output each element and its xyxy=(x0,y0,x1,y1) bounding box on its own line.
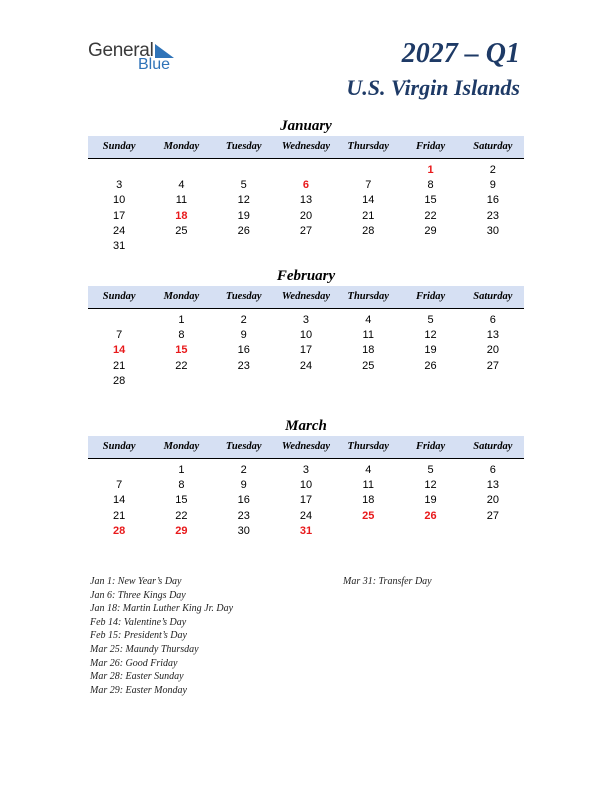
month-name: March xyxy=(285,418,327,434)
week-row xyxy=(88,224,524,239)
day-cell xyxy=(213,163,275,178)
weekday-label: Wednesday xyxy=(281,441,331,452)
day-cell: 22 xyxy=(424,209,437,222)
weekday-label: Friday xyxy=(415,441,446,452)
day-cell: 18 xyxy=(362,344,375,357)
day-cell: 30 xyxy=(486,224,499,237)
day-cell: 21 xyxy=(113,359,126,372)
weekday-label: Monday xyxy=(163,441,200,452)
day-cell: 13 xyxy=(486,329,499,342)
weeks xyxy=(88,463,524,539)
weekday-label: Monday xyxy=(163,141,200,152)
week-row xyxy=(88,359,524,374)
day-cell: 8 xyxy=(178,329,185,342)
day-cell: 20 xyxy=(299,209,313,222)
day-cell: 1 xyxy=(178,314,185,326)
day-cell: 30 xyxy=(237,524,250,537)
day-cell: 8 xyxy=(427,179,434,192)
day-cell: 24 xyxy=(299,509,313,522)
day-cell xyxy=(275,163,337,178)
day-cell: 11 xyxy=(362,329,374,342)
weekday-label: Friday xyxy=(415,141,446,152)
holiday-day-cell: 1 xyxy=(427,164,434,176)
week-row xyxy=(88,178,524,193)
day-cell: 7 xyxy=(116,329,123,342)
week-row xyxy=(88,509,524,524)
day-cell: 4 xyxy=(365,314,372,326)
weekday-label: Sunday xyxy=(102,441,136,452)
day-cell: 15 xyxy=(175,494,188,507)
holiday-note: Mar 28: Easter Sunday xyxy=(90,671,184,683)
day-cell: 13 xyxy=(486,479,499,492)
day-cell: 16 xyxy=(486,194,499,207)
month-name: February xyxy=(276,268,336,284)
day-cell: 27 xyxy=(486,509,499,522)
day-cell xyxy=(337,524,399,539)
day-cell: 6 xyxy=(489,314,496,326)
day-cell xyxy=(213,239,275,254)
weekday-label: Wednesday xyxy=(281,291,331,302)
day-cell: 18 xyxy=(362,494,375,507)
day-cell: 28 xyxy=(113,374,126,387)
day-cell: 11 xyxy=(362,479,374,492)
day-cell xyxy=(150,239,212,254)
weekday-label: Thursday xyxy=(347,141,389,152)
day-cell: 24 xyxy=(299,359,313,372)
holiday-note: Mar 31: Transfer Day xyxy=(343,576,432,587)
weekday-label: Thursday xyxy=(347,291,389,302)
week-row xyxy=(88,343,524,358)
holiday-day-cell: 28 xyxy=(113,524,126,537)
day-cell: 2 xyxy=(240,314,247,326)
region-title: U.S. Virgin Islands xyxy=(346,75,520,100)
logo-general-text: General xyxy=(88,40,154,61)
day-cell xyxy=(150,163,212,178)
day-cell xyxy=(337,239,399,254)
holiday-note: Mar 25: Maundy Thursday xyxy=(90,643,199,655)
week-row xyxy=(88,374,524,389)
day-cell xyxy=(337,374,399,389)
day-cell: 26 xyxy=(237,224,250,237)
day-cell: 17 xyxy=(299,344,313,357)
logo-blue-text: Blue xyxy=(138,56,171,73)
day-cell xyxy=(275,374,337,389)
weekday-label: Saturday xyxy=(473,141,513,152)
day-cell: 17 xyxy=(113,209,126,222)
day-cell: 27 xyxy=(486,359,499,372)
day-cell: 10 xyxy=(299,329,313,342)
weekday-label: Tuesday xyxy=(225,441,262,452)
day-cell: 10 xyxy=(113,194,126,207)
weekday-label: Friday xyxy=(415,291,446,302)
day-cell: 2 xyxy=(489,164,496,176)
weekday-label: Tuesday xyxy=(225,141,262,152)
day-cell: 23 xyxy=(237,359,250,372)
weeks xyxy=(88,313,524,389)
day-cell: 12 xyxy=(424,479,437,492)
week-row xyxy=(88,493,524,508)
holiday-note: Jan 6: Three Kings Day xyxy=(90,589,186,601)
day-cell xyxy=(399,374,461,389)
logo xyxy=(88,40,188,76)
month-name: January xyxy=(280,118,332,134)
day-cell: 19 xyxy=(237,209,250,222)
day-cell: 19 xyxy=(424,494,437,507)
day-cell: 5 xyxy=(240,179,247,192)
holiday-day-cell: 31 xyxy=(299,524,313,537)
day-cell xyxy=(88,163,150,178)
day-cell: 5 xyxy=(427,314,434,326)
week-row xyxy=(88,313,524,328)
day-cell: 27 xyxy=(299,224,313,237)
day-cell xyxy=(462,239,524,254)
weekday-label: Monday xyxy=(163,291,200,302)
day-cell xyxy=(462,524,524,539)
day-cell xyxy=(275,239,337,254)
month-february xyxy=(88,266,524,389)
holiday-day-cell: 6 xyxy=(302,179,310,192)
day-cell: 20 xyxy=(486,344,499,357)
day-cell: 3 xyxy=(302,314,310,326)
weekday-label: Thursday xyxy=(347,441,389,452)
weekday-label: Sunday xyxy=(102,141,136,152)
holiday-note: Mar 26: Good Friday xyxy=(90,657,178,669)
day-cell: 9 xyxy=(240,329,247,342)
day-cell: 6 xyxy=(489,464,496,476)
week-row xyxy=(88,328,524,343)
week-row xyxy=(88,163,524,178)
weeks xyxy=(88,163,524,254)
day-cell xyxy=(337,163,399,178)
day-cell: 21 xyxy=(362,209,375,222)
day-cell: 14 xyxy=(362,194,375,207)
day-cell: 4 xyxy=(365,464,372,476)
holiday-notes-right xyxy=(343,575,432,589)
day-cell xyxy=(399,524,461,539)
holiday-day-cell: 18 xyxy=(175,209,188,222)
day-cell xyxy=(213,374,275,389)
holiday-note: Jan 18: Martin Luther King Jr. Day xyxy=(90,603,234,615)
day-cell: 19 xyxy=(424,344,437,357)
week-row xyxy=(88,239,524,254)
week-row xyxy=(88,463,524,478)
day-cell: 1 xyxy=(178,464,185,476)
day-cell: 21 xyxy=(113,509,126,522)
day-cell: 31 xyxy=(113,239,126,252)
holiday-day-cell: 25 xyxy=(362,509,375,522)
week-row xyxy=(88,209,524,224)
holiday-day-cell: 14 xyxy=(113,344,126,357)
week-row xyxy=(88,193,524,208)
day-cell: 25 xyxy=(362,359,375,372)
day-cell xyxy=(150,374,212,389)
day-cell: 12 xyxy=(424,329,437,342)
day-cell: 2 xyxy=(240,464,247,476)
weekday-label: Tuesday xyxy=(225,291,262,302)
weekday-header xyxy=(88,136,524,159)
day-cell: 16 xyxy=(237,494,250,507)
week-row xyxy=(88,478,524,493)
holiday-day-cell: 29 xyxy=(175,524,188,537)
weekday-label: Saturday xyxy=(473,291,513,302)
week-row xyxy=(88,524,524,539)
day-cell: 4 xyxy=(178,179,185,192)
day-cell: 16 xyxy=(237,344,250,357)
day-cell: 22 xyxy=(175,359,188,372)
day-cell xyxy=(462,374,524,389)
holiday-day-cell: 26 xyxy=(424,509,437,522)
day-cell: 12 xyxy=(237,194,250,207)
day-cell: 11 xyxy=(175,194,188,207)
weekday-label: Wednesday xyxy=(281,141,331,152)
day-cell: 9 xyxy=(240,479,247,492)
day-cell: 13 xyxy=(299,194,313,207)
weekday-label: Sunday xyxy=(102,291,136,302)
weekday-header xyxy=(88,286,524,309)
holiday-note: Jan 1: New Year’s Day xyxy=(90,576,182,587)
day-cell: 3 xyxy=(116,179,123,192)
holiday-day-cell: 15 xyxy=(175,344,188,357)
day-cell xyxy=(88,313,150,328)
day-cell: 17 xyxy=(299,494,313,507)
day-cell: 8 xyxy=(178,479,185,492)
day-cell: 10 xyxy=(299,479,313,492)
page-title: 2027 – Q1 xyxy=(401,38,520,69)
weekday-label: Saturday xyxy=(473,441,513,452)
day-cell: 28 xyxy=(362,224,375,237)
day-cell: 14 xyxy=(113,494,126,507)
holiday-notes-left xyxy=(90,575,233,697)
weekday-header xyxy=(88,436,524,459)
day-cell xyxy=(399,239,461,254)
month-march xyxy=(88,416,524,539)
holiday-note: Feb 14: Valentine’s Day xyxy=(90,616,187,628)
day-cell: 24 xyxy=(113,224,126,237)
holiday-note: Feb 15: President’s Day xyxy=(90,630,187,642)
day-cell: 23 xyxy=(486,209,499,222)
month-january xyxy=(88,116,524,254)
day-cell: 3 xyxy=(302,464,310,476)
day-cell: 22 xyxy=(175,509,188,522)
day-cell: 9 xyxy=(489,179,496,192)
day-cell: 25 xyxy=(175,224,188,237)
day-cell: 5 xyxy=(427,464,434,476)
day-cell xyxy=(88,463,150,478)
day-cell: 26 xyxy=(424,359,437,372)
day-cell: 20 xyxy=(486,494,499,507)
day-cell: 23 xyxy=(237,509,250,522)
holiday-note: Mar 29: Easter Monday xyxy=(90,684,187,696)
day-cell: 7 xyxy=(116,479,123,492)
day-cell: 7 xyxy=(365,179,372,192)
day-cell: 15 xyxy=(424,194,437,207)
day-cell: 29 xyxy=(424,224,437,237)
